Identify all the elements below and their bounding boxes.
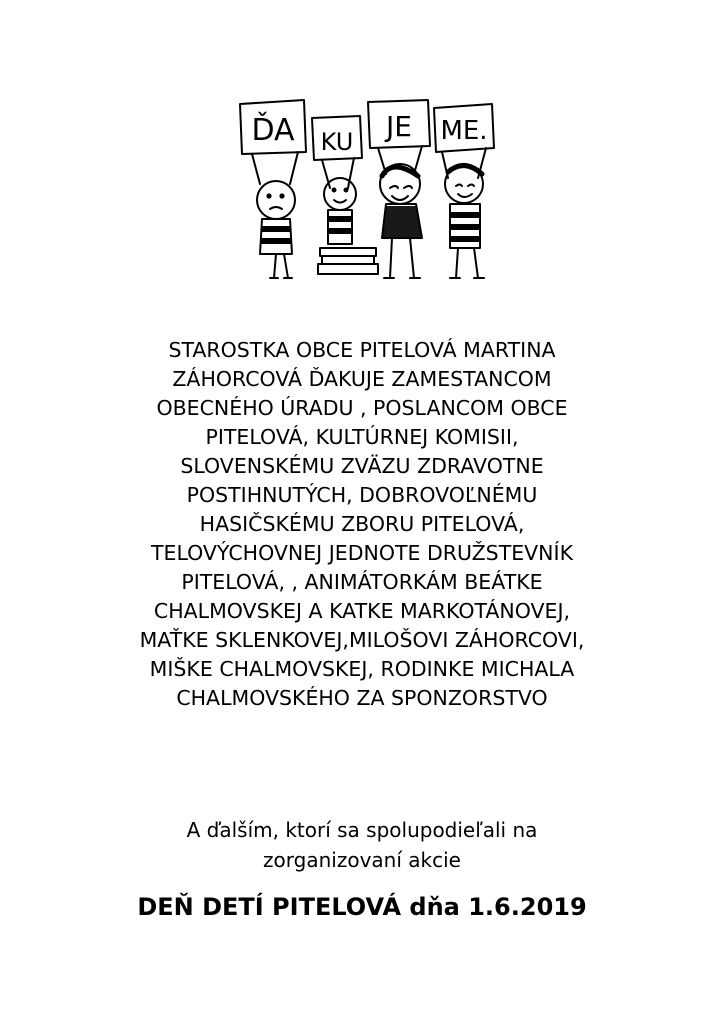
child-2-body: [328, 210, 352, 244]
acknowledgement-line: OBECNÉHO ÚRADU , POSLANCOM OBCE: [156, 396, 568, 420]
child-1-arms: [252, 152, 298, 184]
acknowledgement-line: TELOVÝCHOVNEJ JEDNOTE DRUŽSTEVNÍK: [150, 541, 574, 565]
acknowledgement-line: CHALMOVSKÉHO ZA SPONZORSTVO: [176, 686, 548, 710]
acknowledgement-line: STAROSTKA OBCE PITELOVÁ MARTINA: [168, 338, 556, 362]
event-title: DEŇ DETÍ PITELOVÁ dňa 1.6.2019: [137, 893, 587, 921]
acknowledgement-line: POSTIHNUTÝCH, DOBROVOĽNÉMU: [186, 483, 538, 507]
child-2-head: [324, 178, 356, 210]
child-1-head: [257, 181, 295, 219]
acknowledgement-line: ZÁHORCOVÁ ĎAKUJE ZAMESTANCOM: [172, 367, 552, 391]
thank-you-illustration: [226, 88, 506, 288]
acknowledgement-text: [40, 336, 684, 713]
additional-thanks-line: A ďalším, ktorí sa spolupodieľali na: [186, 818, 538, 842]
acknowledgement-line: SLOVENSKÉMU ZVÄZU ZDRAVOTNE: [180, 454, 544, 478]
sign-2-text: KU: [320, 128, 354, 156]
child-1-body: [260, 219, 292, 254]
sign-4-text: ME.: [440, 116, 488, 146]
additional-thanks-text: [60, 815, 664, 875]
acknowledgement-line: PITELOVÁ, KULTÚRNEJ KOMISII,: [205, 425, 519, 449]
children-holding-signs-illustration: [226, 88, 506, 288]
sign-1-text: ĎA: [251, 113, 295, 148]
additional-thanks-line: zorganizovaní akcie: [263, 848, 461, 872]
acknowledgement-line: MIŠKE CHALMOVSKEJ, RODINKE MICHALA: [149, 657, 575, 681]
acknowledgement-line: HASIČSKÉMU ZBORU PITELOVÁ,: [199, 512, 525, 536]
acknowledgement-line: PITELOVÁ, , ANIMÁTORKÁM BEÁTKE: [181, 570, 543, 594]
acknowledgement-line: MAŤKE SKLENKOVEJ,MILOŠOVI ZÁHORCOVI,: [139, 628, 585, 652]
acknowledgement-line: CHALMOVSKEJ A KATKE MARKOTÁNOVEJ,: [153, 599, 571, 623]
sign-3-text: JE: [386, 110, 412, 143]
book-stack: [318, 248, 378, 274]
